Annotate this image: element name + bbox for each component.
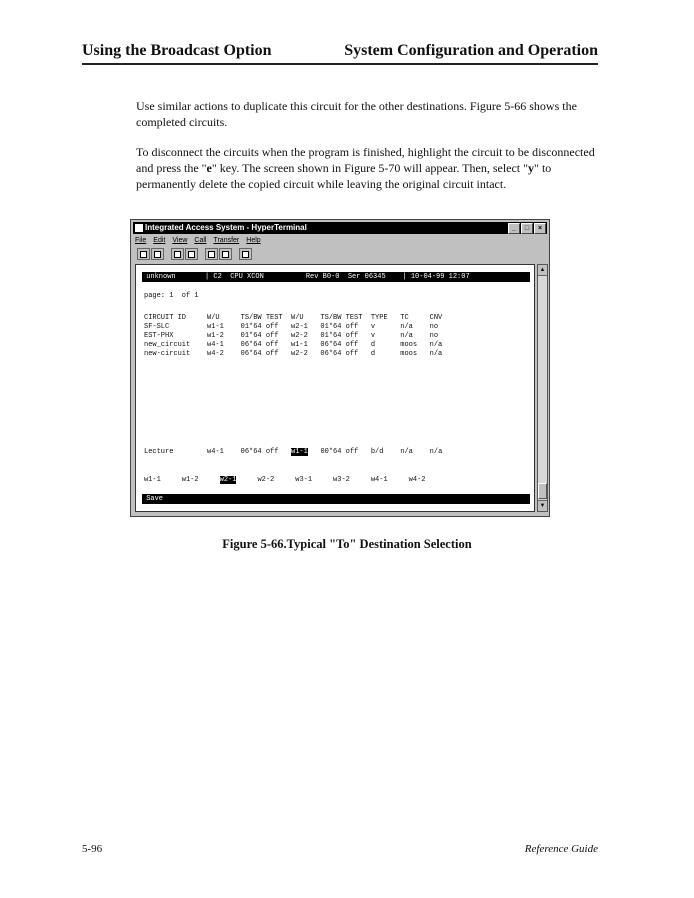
paragraph-duplicate: Use similar actions to duplicate this circuit for the other destinations. Figure 5-66 shows the completed circuits. xyxy=(136,99,577,129)
table-row[interactable]: new-circuit w4-2 06*64 off w2-2 06*64 off d moos n/a xyxy=(144,350,443,358)
maximize-button[interactable]: □ xyxy=(521,223,533,234)
minimize-button[interactable]: _ xyxy=(508,223,520,234)
connect-icon[interactable] xyxy=(171,248,184,260)
p2-text-b: " key. The screen shown in Figure 5-70 will appear. Then, select " xyxy=(211,161,529,175)
menu-bar xyxy=(135,235,261,247)
hyperterminal-window xyxy=(130,219,550,517)
page-indicator: page: 1 of 1 xyxy=(144,292,199,300)
menu-view[interactable]: View xyxy=(172,237,188,244)
menu-file[interactable]: File xyxy=(135,237,147,244)
menu-edit[interactable]: Edit xyxy=(153,237,166,244)
table-header: CIRCUIT ID W/U TS/BW TEST W/U TS/BW TEST TYPE TC CNV xyxy=(144,314,443,322)
wan-port-list[interactable] xyxy=(144,476,425,485)
menu-transfer[interactable]: Transfer xyxy=(213,237,240,244)
lecture-row-post: 00*64 off b/d n/a n/a xyxy=(307,448,443,456)
p2-text-a: To disconnect the circuits when the program is finished, highlight the circuit to be disconnected and press the " xyxy=(136,145,595,175)
window-title: Integrated Access System - HyperTerminal xyxy=(145,223,307,232)
key-e: e xyxy=(206,161,212,175)
disconnect-icon[interactable] xyxy=(185,248,198,260)
wan-list-post: w2-2 w3-1 w3-2 w4-1 w4-2 xyxy=(236,476,426,484)
lecture-row[interactable] xyxy=(144,448,442,457)
page-number: 5-96 xyxy=(82,843,103,855)
vertical-scrollbar[interactable] xyxy=(537,264,548,512)
running-header-chapter: System Configuration and Operation xyxy=(344,42,598,59)
paragraph-disconnect xyxy=(136,144,606,192)
save-command-bar[interactable]: Save xyxy=(142,494,530,504)
key-y: y xyxy=(528,161,535,175)
wan-list-pre: w1-1 w1-2 xyxy=(144,476,220,484)
receive-icon[interactable] xyxy=(219,248,232,260)
close-button[interactable]: × xyxy=(534,223,546,234)
footer-doc-title: Reference Guide xyxy=(524,843,598,855)
menu-call[interactable]: Call xyxy=(194,237,207,244)
lecture-row-pre: Lecture w4-1 06*64 off xyxy=(144,448,292,456)
terminal-status-bar: unknown | C2 CPU XCON Rev B0-0 Ser 06345 | 10-04-99 12:07 xyxy=(142,272,530,282)
menu-help[interactable]: Help xyxy=(246,237,261,244)
properties-icon[interactable] xyxy=(239,248,252,260)
toolbar xyxy=(137,248,252,262)
window-titlebar[interactable] xyxy=(133,222,547,234)
header-rule xyxy=(82,63,598,65)
figure-caption: Figure 5-66.Typical "To" Destination Selection xyxy=(222,537,472,551)
scroll-thumb[interactable] xyxy=(538,483,547,499)
table-row[interactable]: new_circuit w4-1 06*64 off w1-1 06*64 off d moos n/a xyxy=(144,341,443,349)
p2-text-c: " to permanently delete the copied circuit while leaving the original circuit intact. xyxy=(136,161,552,191)
table-row[interactable]: EST-PHX w1-2 01*64 off w2-2 01*64 off v n/a no xyxy=(144,332,439,340)
open-icon[interactable] xyxy=(151,248,164,260)
running-header-section: Using the Broadcast Option xyxy=(82,42,272,59)
scroll-up-icon[interactable]: ▲ xyxy=(538,265,547,276)
wan-port-selected[interactable]: w2-1 xyxy=(219,476,237,484)
table-row[interactable]: SF-SLC w1-1 01*64 off w2-1 01*64 off v n/a no xyxy=(144,323,439,331)
new-icon[interactable] xyxy=(137,248,150,260)
terminal-screen[interactable] xyxy=(135,264,535,512)
app-icon xyxy=(135,224,143,232)
selected-destination[interactable]: w1-1 xyxy=(291,448,308,456)
scroll-down-icon[interactable]: ▼ xyxy=(538,500,547,511)
send-icon[interactable] xyxy=(205,248,218,260)
